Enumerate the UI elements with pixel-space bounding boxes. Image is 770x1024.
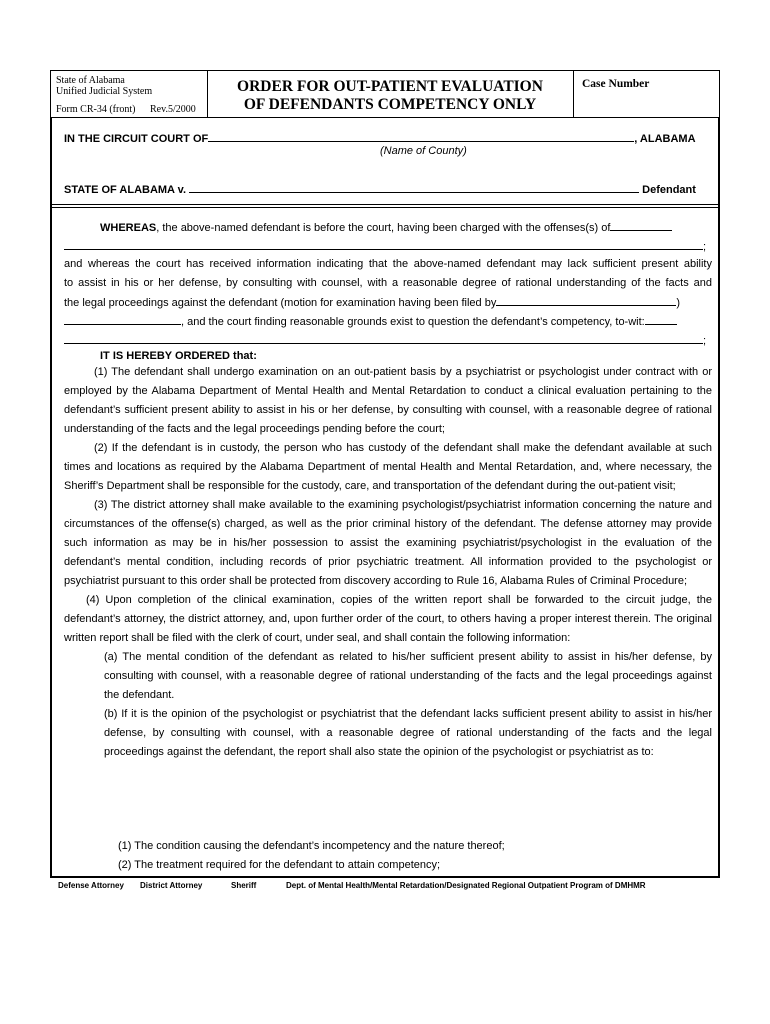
order-heading: IT IS HEREBY ORDERED that: <box>100 350 257 362</box>
form-title-line1: ORDER FOR OUT-PATIENT EVALUATION <box>237 78 543 95</box>
order-paragraph-b: (b) If it is the opinion of the psychologist or psychiatrist that the defendant lacks sufficient present ability to assist in his/her defense, by consulting with counsel, with a reasonable degree of rational understanding of the facts and the legal proceedings against the defendant, the report shall also state the opinion of the psychologist or psychiatrist as to: <box>104 708 712 758</box>
footer-district-attorney: District Attorney <box>140 881 203 890</box>
court-suffix: , ALABAMA <box>634 133 696 145</box>
footer-sheriff: Sheriff <box>231 881 257 890</box>
party-prefix: STATE OF ALABAMA v. <box>64 184 187 196</box>
defendant-name-field[interactable] <box>189 182 639 193</box>
header-info-cell <box>51 71 208 117</box>
revision: Rev.5/2000 <box>150 104 196 115</box>
whereas-line1 <box>100 220 672 234</box>
motion-text: the legal proceedings against the defendant (motion for examination having been filed by <box>64 297 497 309</box>
county-label: (Name of County) <box>380 145 467 157</box>
county-field[interactable] <box>208 131 634 142</box>
form-title-line2: OF DEFENDANTS COMPETENCY ONLY <box>243 96 537 113</box>
form-id: Form CR-34 (front) <box>56 104 136 115</box>
to-wit-field[interactable] <box>645 314 677 325</box>
frame-left <box>50 118 52 878</box>
semicolon-2: ; <box>703 335 707 347</box>
motion-filed-by-field-2[interactable] <box>64 314 181 325</box>
to-wit-field-2[interactable] <box>64 333 703 344</box>
offenses-field-2[interactable] <box>64 239 703 250</box>
divider-top <box>50 204 720 205</box>
whereas-line5 <box>64 295 680 309</box>
order-paragraph-1: (1) The defendant shall undergo examination on an out-patient basis by a psychiatrist or psychologist under contract with or employed by the Alabama Department of Mental Health and Mental Retardation to conduct a clinical evaluation pertaining to the defendant’s sufficient present ability to assist in his or her defense, by consulting with counsel, with a reasonable degree of rational understanding of the facts and the legal proceedings pending before the court; <box>64 366 712 435</box>
court-prefix: IN THE CIRCUIT COURT OF <box>64 133 209 145</box>
whereas-line4: to assist in his or her defense, by consulting with counsel, with a reasonable degree of rational understanding of the facts and <box>64 277 712 289</box>
title-cell <box>207 71 574 117</box>
divider-bottom <box>50 207 720 208</box>
defendant-label: Defendant <box>642 184 696 196</box>
semicolon-1: ; <box>703 241 707 253</box>
court-line <box>64 131 696 145</box>
whereas-line3: and whereas the court has received information indicating that the above-named defendant may lack sufficient present ability <box>64 258 712 270</box>
order-paragraph-2: (2) If the defendant is in custody, the person who has custody of the defendant shall make the defendant available at such times and locations as required by the Alabama Department of mental Health and Mental Retardation, and, where necessary, the Sheriff’s Department shall be responsible for the custody, care, and transportation of the defendant during the out-patient visit; <box>64 442 712 492</box>
order-paragraph-4: (4) Upon completion of the clinical examination, copies of the written report shall be forwarded to the circuit judge, the defendant’s attorney, the district attorney, and, upon further order of the court, to others having a proper interest therein. The original written report shall be filed with the clerk of court, under seal, and shall contain the following information: <box>64 594 712 644</box>
case-number-label: Case Number <box>582 78 650 90</box>
whereas-line6 <box>64 314 677 328</box>
whereas-text: , the above-named defendant is before the court, having been charged with the offenses(s) of <box>156 222 611 234</box>
offenses-field[interactable] <box>610 220 672 231</box>
whereas-line7 <box>64 333 706 347</box>
order-body <box>64 363 712 762</box>
footer-dmhmr: Dept. of Mental Health/Mental Retardation/Designated Regional Outpatient Program of DMHMR <box>286 881 646 890</box>
order-paragraph-3: (3) The district attorney shall make available to the examining psychologist/psychiatrist information concerning the nature and circumstances of the offense(s) charged, as well as the prior criminal history of the defendant. The defense attorney may provide such information as may be in his/her possession to assist the examining psychiatrist/psychologist in the evaluation of the defendant’s mental condition, including records of prior psychiatric treatment. All information provided to the psychologist or psychiatrist pursuant to this order shall be protected from discovery according to Rule 16, Alabama Rules of Criminal Procedure; <box>64 499 712 587</box>
report-item-2: (2) The treatment required for the defendant to attain competency; <box>118 859 441 871</box>
motion-filed-by-field[interactable] <box>496 295 676 306</box>
state-label: State of Alabama <box>56 75 125 86</box>
order-paragraph-a: (a) The mental condition of the defendant as related to his/her sufficient present ability to assist in his/her defense, by consulting with counsel, with a reasonable degree of rational understanding of the facts and the legal proceedings against the defendant. <box>104 651 712 701</box>
footer-defense-attorney: Defense Attorney <box>58 881 124 890</box>
system-label: Unified Judicial System <box>56 86 153 97</box>
report-item-1: (1) The condition causing the defendant’s incompetency and the nature thereof; <box>118 840 505 852</box>
whereas-line2 <box>64 239 706 253</box>
whereas-lead: WHEREAS <box>100 222 157 234</box>
frame-bottom <box>50 876 720 878</box>
finding-text: , and the court finding reasonable grounds exist to question the defendant’s competency, to-wit: <box>181 316 645 328</box>
party-line <box>64 182 696 196</box>
frame-right <box>718 118 720 878</box>
paren-close: ) <box>676 297 681 309</box>
